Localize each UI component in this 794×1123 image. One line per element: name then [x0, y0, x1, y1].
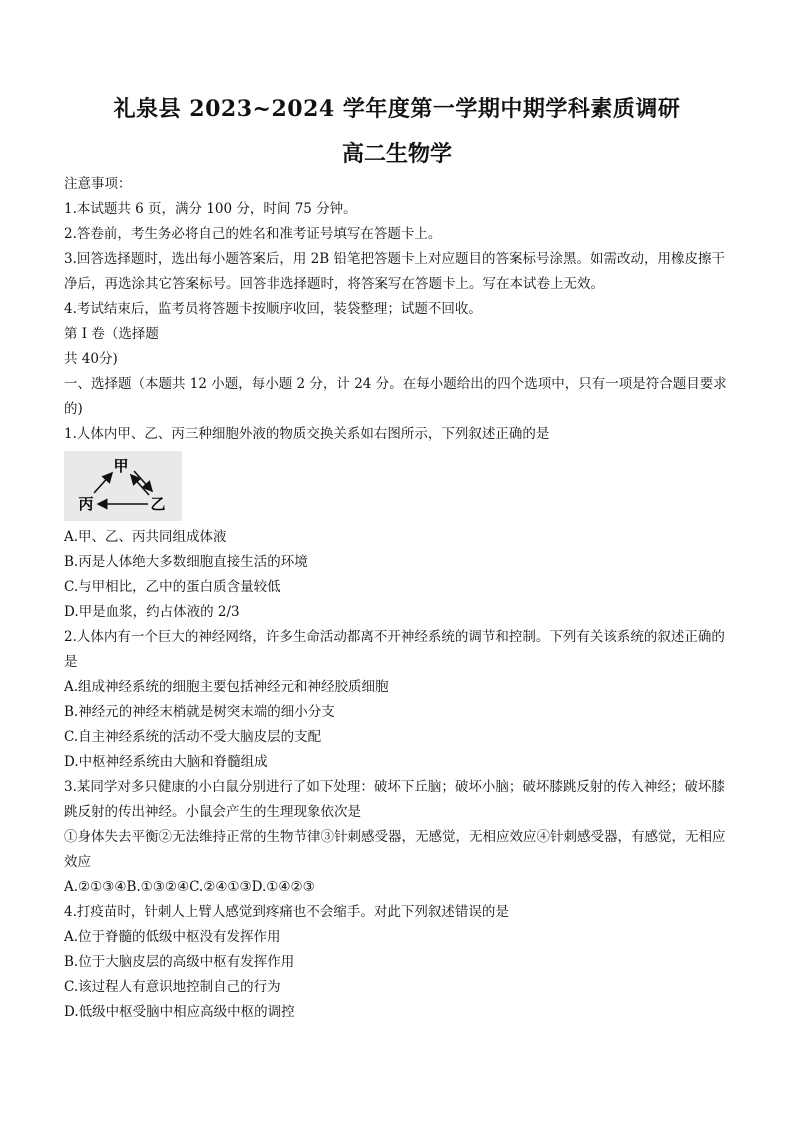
- notice-item: 4.考试结束后，监考员将答题卡按顺序收回，装袋整理；试题不回收。: [64, 301, 482, 317]
- option-b: B.位于大脑皮层的高级中枢有发挥作用: [64, 954, 295, 970]
- exam-title: 礼泉县 2023~2024 学年度第一学期中期学科素质调研: [113, 96, 681, 122]
- option-a: A.甲、乙、丙共同组成体液: [64, 529, 227, 545]
- diagram-label-jia: 甲: [113, 457, 129, 475]
- fluid-exchange-diagram: [64, 451, 182, 521]
- part-label: 第 I 卷（选择题: [64, 326, 159, 342]
- option-d: D.低级中枢受脑中相应高级中枢的调控: [64, 1004, 295, 1020]
- option-b: B.神经元的神经末梢就是树突末端的细小分支: [64, 704, 335, 720]
- notice-item: 1.本试题共 6 页，满分 100 分，时间 75 分钟。: [64, 201, 357, 217]
- notice-heading: 注意事项：: [64, 176, 132, 192]
- options-inline: A.②①③④B.①③②④C.②④①③D.①④②③: [64, 879, 315, 895]
- option-d: D.中枢神经系统由大脑和脊髓组成: [64, 754, 268, 770]
- question-phenomena: ①身体失去平衡②无法维持正常的生物节律③针刺感受器，无感觉，无相应效应④针刺感受器，有感觉，无相应效应: [64, 829, 726, 870]
- diagram-label-yi: 乙: [150, 495, 166, 513]
- question-stem: 3.某同学对多只健康的小白鼠分别进行了如下处理：破坏下丘脑；破坏小脑；破坏膝跳反射的传入神经；破坏膝跳反射的传出神经。小鼠会产生的生理现象依次是: [64, 779, 725, 820]
- option-d: D.甲是血浆，约占体液的 2/3: [64, 604, 240, 620]
- exam-subject: 高二生物学: [341, 141, 452, 167]
- question-stem: 4.打疫苗时，针刺人上臂人感觉到疼痛也不会缩手。对此下列叙述错误的是: [64, 904, 509, 920]
- question-stem: 2.人体内有一个巨大的神经网络，许多生命活动都离不开神经系统的调节和控制。下列有关该系统的叙述正确的是: [64, 629, 725, 670]
- notice-item: 2.答卷前，考生务必将自己的姓名和准考证号填写在答题卡上。: [64, 226, 442, 242]
- option-a: A.位于脊髓的低级中枢没有发挥作用: [64, 929, 281, 945]
- part-score: 共 40分): [64, 351, 118, 367]
- option-c: C.自主神经系统的活动不受大脑皮层的支配: [64, 729, 322, 745]
- option-b: B.丙是人体绝大多数细胞直接生活的环境: [64, 554, 308, 570]
- section-intro: 一、选择题（本题共 12 小题，每小题 2 分，计 24 分。在每小题给出的四个选项中，只有一项是符合题目要求的): [64, 376, 727, 417]
- exam-content: [64, 172, 732, 1025]
- question-stem: 1.人体内甲、乙、丙三种细胞外液的物质交换关系如右图所示，下列叙述正确的是: [64, 426, 550, 442]
- option-c: C.该过程人有意识地控制自己的行为: [64, 979, 281, 995]
- notice-item: 3.回答选择题时，选出每小题答案后，用 2B 铅笔把答题卡上对应题目的答案标号涂黑。如需改动，用橡皮擦干净后，再选涂其它答案标号。回答非选择题时，将答案写在答题卡上。写在本试卷上无效。: [64, 251, 725, 292]
- option-a: A.组成神经系统的细胞主要包括神经元和神经胶质细胞: [64, 679, 389, 695]
- diagram-label-bing: 丙: [78, 495, 94, 513]
- option-c: C.与甲相比，乙中的蛋白质含量较低: [64, 579, 281, 595]
